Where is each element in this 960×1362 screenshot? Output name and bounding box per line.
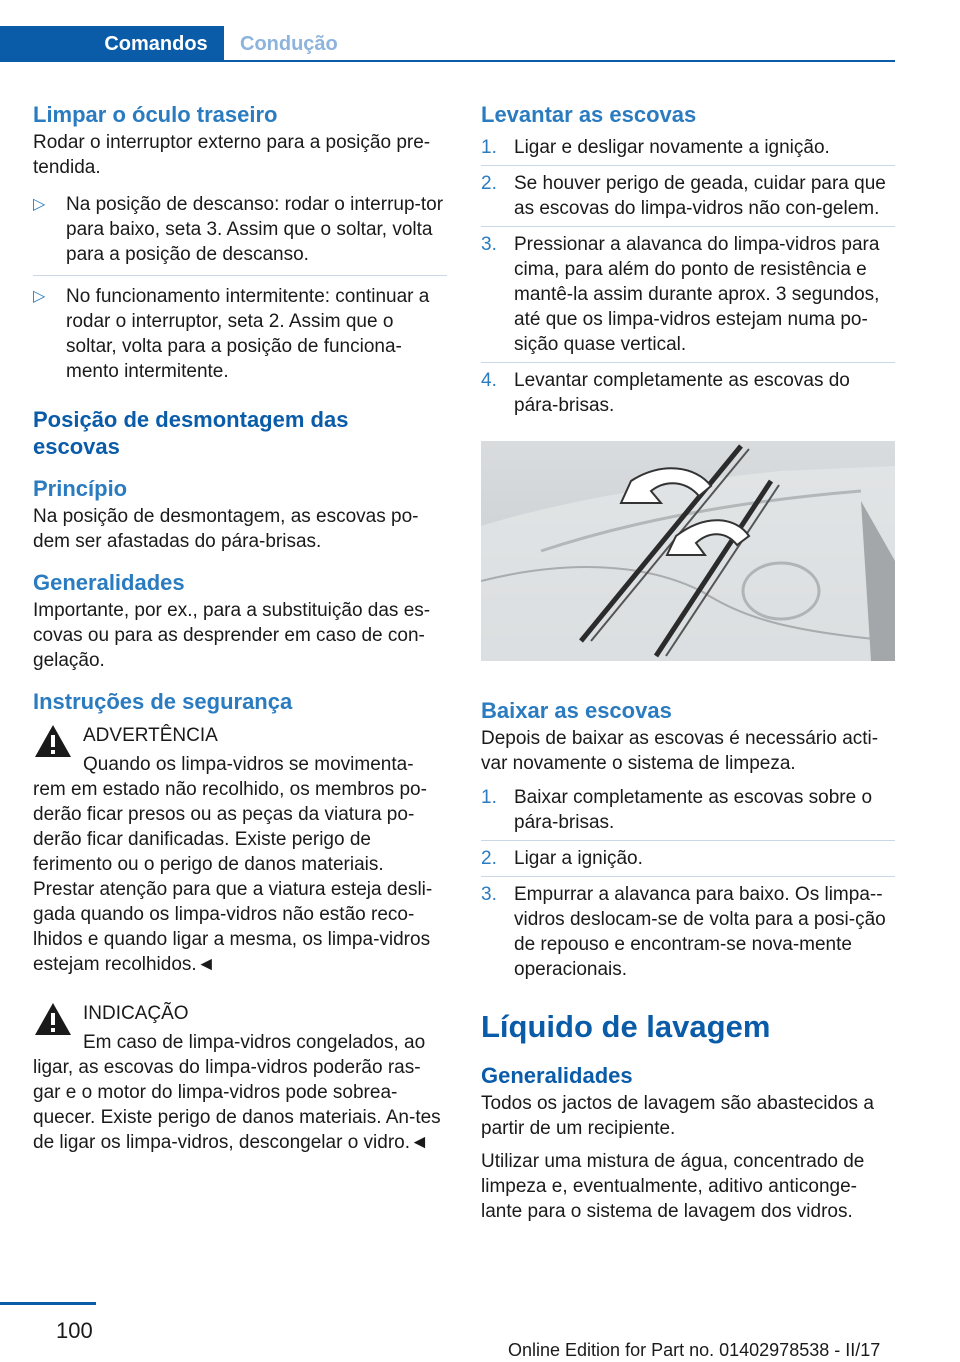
general-text: Importante, por ex., para a substituição das es-covas ou para as desprender em caso de con-gelação. — [33, 600, 431, 671]
warning-label: ADVERTÊNCIA — [83, 725, 218, 746]
note-block — [33, 997, 447, 1155]
tab-conducao-label: Condução — [240, 32, 338, 55]
wiper-illustration — [481, 441, 895, 661]
list-item: 2. Se houver perigo de geada, cuidar para que as escovas do limpa-vidros não con-gelem. — [481, 166, 895, 227]
triangle-bullet-icon: ▷ — [33, 288, 46, 305]
right-column — [481, 100, 895, 1224]
fluid-text-2: Utilizar uma mistura de água, concentrado de limpeza e, eventualmente, aditivo anticonge-lante para o sistema de lavagem dos vidros. — [481, 1151, 865, 1222]
safety-heading: Instruções de segurança — [33, 689, 293, 714]
list-item: ▷ No funcionamento intermitente: continuar a rodar o interruptor, seta 2. Assim que o soltar, volta para a posição de funciona-mento intermitente. — [33, 286, 430, 382]
left-column — [33, 100, 447, 1155]
rear-window-text: Rodar o interruptor externo para a posição pre-tendida. — [33, 132, 431, 178]
list-item: 3. Empurrar a alavanca para baixo. Os limpa--vidros deslocam-se de volta para a posi-ção de repouso e encontram-se nova-mente operacionais. — [481, 884, 886, 980]
note-text: ligar, as escovas do limpa-vidros poderão ras-gar e o motor do limpa-vidros pode sobrea-quecer. Existe perigo de danos materiais. An-tes de ligar os limpa-vidros, descongelar o vidro.◄ — [33, 1057, 441, 1153]
lift-heading: Levantar as escovas — [481, 102, 697, 127]
rear-window-heading: Limpar o óculo traseiro — [33, 102, 278, 127]
triangle-bullet-icon: ▷ — [33, 196, 46, 213]
note-first-line: Em caso de limpa-vidros congelados, ao — [83, 1032, 426, 1053]
note-label: INDICAÇÃO — [83, 1003, 189, 1024]
fluid-heading: Líquido de lavagem — [481, 1009, 771, 1044]
warning-triangle-icon — [33, 1001, 73, 1037]
page-number: 100 — [56, 1318, 93, 1343]
list-item: ▷ Na posição de descanso: rodar o interrup-tor para baixo, seta 3. Assim que o soltar, volta para a posição de descanso. — [33, 184, 447, 276]
tab-comandos-label: Comandos — [104, 32, 208, 55]
lower-text: Depois de baixar as escovas é necessário acti-var novamente o sistema de limpeza. — [481, 728, 879, 774]
warning-block — [33, 719, 447, 977]
principle-text: Na posição de desmontagem, as escovas po-dem ser afastadas do pára-brisas. — [33, 506, 419, 552]
lower-heading: Baixar as escovas — [481, 698, 672, 723]
dismount-heading: Posição de desmontagem das escovas — [33, 407, 349, 459]
list-item: 1. Baixar completamente as escovas sobre o pára-brisas. — [481, 780, 895, 841]
list-item: 2. Ligar a ignição. — [481, 841, 895, 877]
header-divider — [0, 60, 895, 62]
lift-steps — [481, 130, 895, 423]
tab-comandos[interactable] — [0, 26, 224, 62]
tab-conducao[interactable] — [240, 26, 338, 62]
general-heading: Generalidades — [33, 570, 185, 595]
lower-steps — [481, 780, 895, 987]
warning-triangle-icon — [33, 723, 73, 759]
rear-window-bullets — [33, 184, 447, 392]
edition-note: Online Edition for Part no. 01402978538 - II/17 — [508, 1340, 881, 1360]
fluid-general-heading: Generalidades — [481, 1063, 633, 1088]
fluid-text-1: Todos os jactos de lavagem são abastecidos a partir de um recipiente. — [481, 1093, 874, 1139]
list-item: 4. Levantar completamente as escovas do pára-brisas. — [481, 370, 850, 416]
principle-heading: Princípio — [33, 476, 128, 501]
list-item: 3. Pressionar a alavanca do limpa-vidros para cima, para além do ponto de resistência e mantê-la assim durante aprox. 3 segundos, até que os limpa-vidros estejam numa po-sição quase vertical. — [481, 227, 895, 363]
warning-text: rem em estado não recolhido, os membros po-derão ficar presos ou as peças da viatura po-derão ficar danificadas. Existe perigo de ferimento ou o perigo de danos materiais. Prestar atenção para que a viatura esteja desli-gada quando os limpa-vidros não estão reco-lhidos e quando ligar a mesma, os limpa-vidros estejam recolhidos.◄ — [33, 779, 433, 975]
warning-first-line: Quando os limpa-vidros se movimenta- — [83, 754, 414, 775]
footer-divider — [0, 1302, 96, 1305]
list-item: 1. Ligar e desligar novamente a ignição. — [481, 130, 895, 166]
